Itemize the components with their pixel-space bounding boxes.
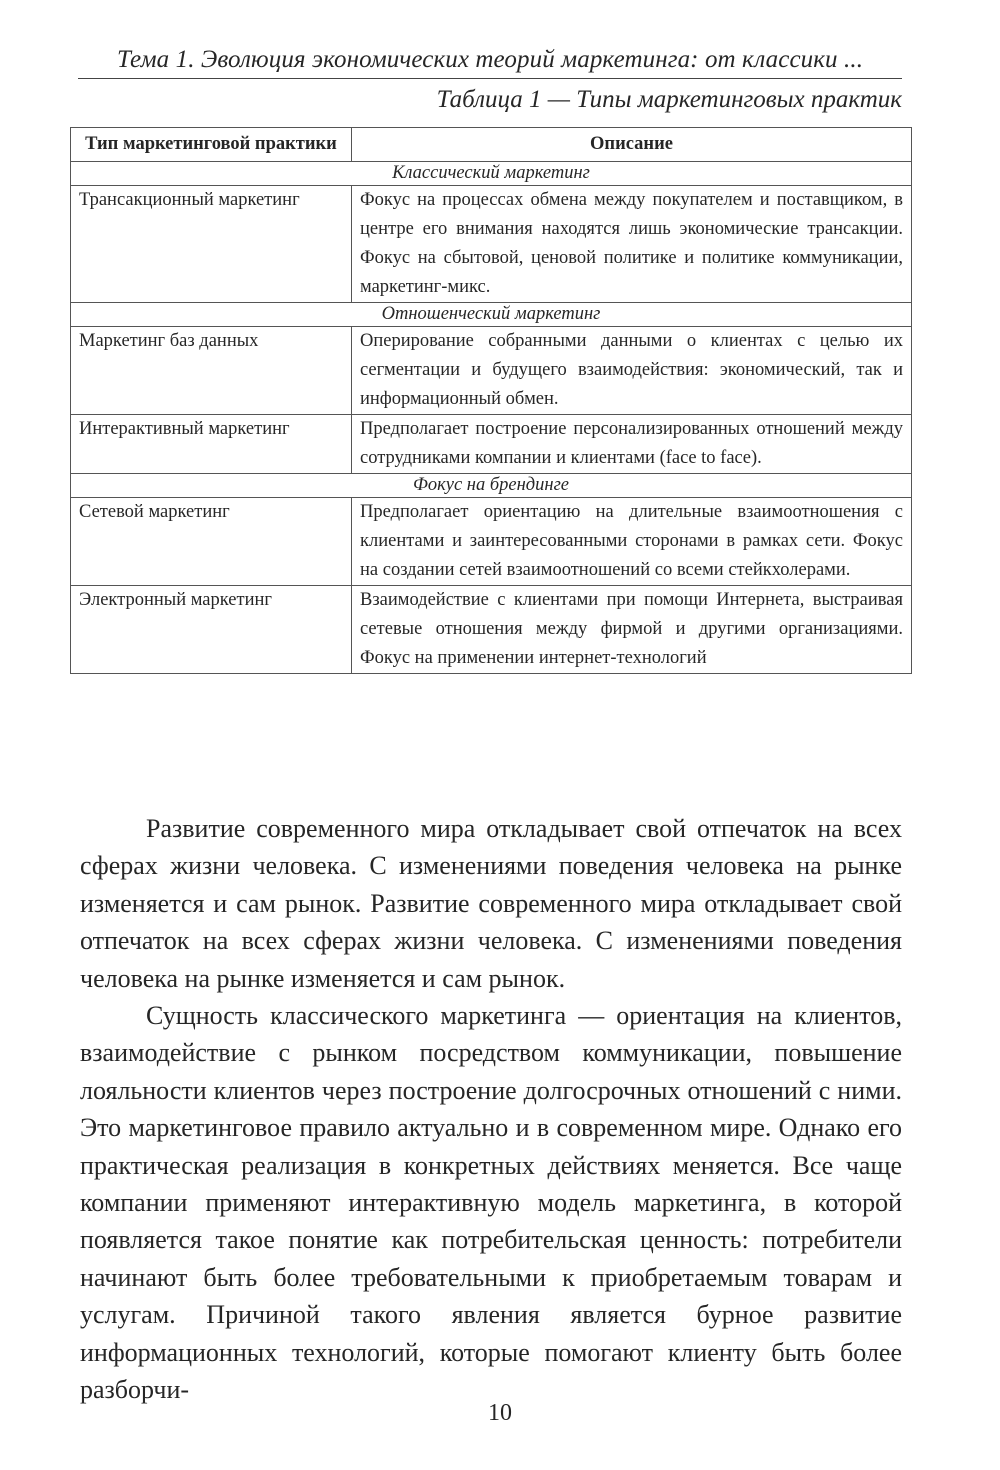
page-number: 10 bbox=[488, 1400, 512, 1426]
body-paragraph: Сущность классического маркетинга — ориентация на клиентов, взаимодействие с рынком посредством коммуникации, повышение лояльности клиентов через построение долгосрочных отношений с ними. Это маркетинговое правило актуально и в современном мире. Однако его практическая реализация в конкретных действиях меняется. Все чаще компании применяют интерактивную модель маркетинга, в которой появляется такое понятие как потребительская ценность: потребители начинают быть более требовательными к приобретаемым товарам и услугам. Причиной такого явления является бурное развитие информационных технологий, которые помогают клиенту быть более разборчи- bbox=[80, 1001, 902, 1405]
marketing-types-table bbox=[70, 127, 912, 674]
column-header-description: Описание bbox=[352, 128, 912, 162]
body-paragraph: Развитие современного мира откладывает свой отпечаток на всех сферах жизни человека. С изменениями поведения человека на рынке изменяется и сам рынок. Развитие современного мира откладывает свой отпечаток на всех сферах жизни человека. С изменениями поведения человека на рынке изменяется и сам рынок. bbox=[80, 814, 902, 993]
practice-type: Электронный маркетинг bbox=[71, 586, 352, 674]
table-row bbox=[71, 586, 912, 674]
header-rule bbox=[78, 78, 902, 79]
practice-description: Предполагает ориентацию на длительные взаимоотношения с клиентами и заинтересованными сторонами в рамках сети. Фокус на создании сетей взаимоотношений со всеми стейкхолерами. bbox=[352, 498, 912, 586]
table-row bbox=[71, 498, 912, 586]
practice-description: Взаимодействие с клиентами при помощи Интернета, выстраивая сетевые отношения между фирмой и другими организациями. Фокус на применении интернет-технологий bbox=[352, 586, 912, 674]
section-title-classic: Классический маркетинг bbox=[71, 162, 912, 186]
section-row bbox=[71, 162, 912, 186]
section-title-branding: Фокус на брендинге bbox=[71, 474, 912, 498]
table-row bbox=[71, 186, 912, 303]
table-row bbox=[71, 415, 912, 474]
practice-description: Оперирование собранными данными о клиентах с целью их сегментации и будущего взаимодействия: экономический, так и информационный обмен. bbox=[352, 327, 912, 415]
section-title-relationship: Отношенческий маркетинг bbox=[71, 303, 912, 327]
table-row bbox=[71, 327, 912, 415]
section-row bbox=[71, 303, 912, 327]
practice-description: Предполагает построение персонализированных отношений между сотрудниками компании и клиентами (face to face). bbox=[352, 415, 912, 474]
body-text bbox=[80, 810, 902, 1409]
practice-type: Сетевой маркетинг bbox=[71, 498, 352, 586]
section-row bbox=[71, 474, 912, 498]
running-header: Тема 1. Эволюция экономических теорий маркетинга: от классики ... bbox=[116, 46, 864, 73]
table-header-row bbox=[71, 128, 912, 162]
practice-type: Маркетинг баз данных bbox=[71, 327, 352, 415]
table-caption: Таблица 1 — Типы маркетинговых практик bbox=[436, 86, 902, 113]
practice-description: Фокус на процессах обмена между покупателем и поставщиком, в центре его внимания находятся лишь экономические трансакции. Фокус на сбытовой, ценовой политике и политике коммуникации, маркетинг-микс. bbox=[352, 186, 912, 303]
practice-type: Трансакционный маркетинг bbox=[71, 186, 352, 303]
practice-type: Интерактивный маркетинг bbox=[71, 415, 352, 474]
column-header-type: Тип маркетинговой практики bbox=[71, 128, 352, 162]
